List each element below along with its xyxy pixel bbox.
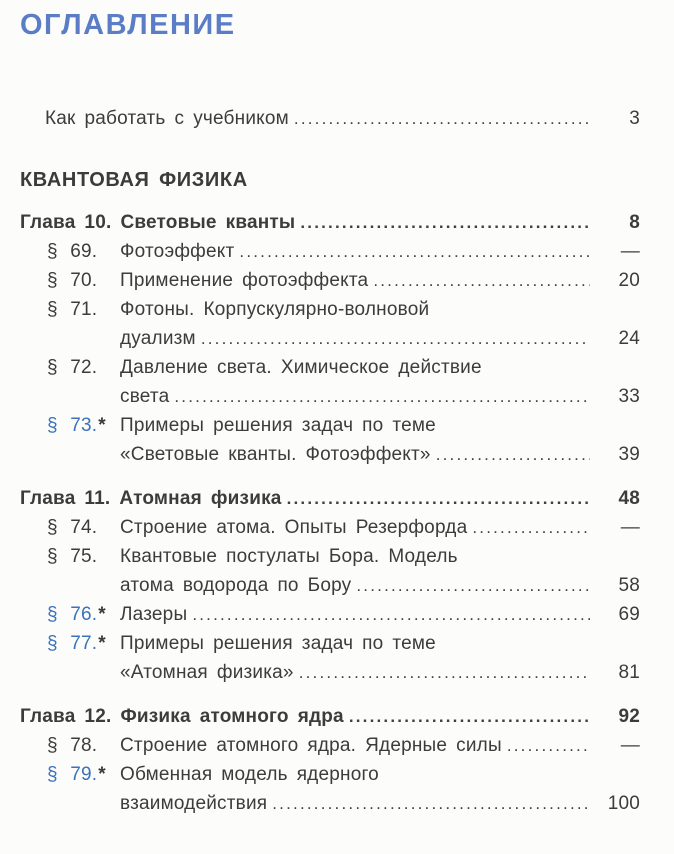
entry-title: дуализм [120, 328, 196, 349]
entry-number-text: § 78. [47, 735, 98, 756]
toc-row [20, 237, 640, 266]
entry-number [20, 353, 120, 382]
entry-title: «Световые кванты. Фотоэффект» [120, 444, 431, 465]
toc-row [20, 104, 640, 133]
page-number: — [620, 517, 640, 538]
toc-row [20, 295, 640, 324]
page-number: 69 [618, 604, 640, 625]
dot-leader [192, 600, 590, 629]
dot-leader [472, 513, 590, 542]
entry-number-text: § 70. [47, 270, 98, 291]
toc-row-continuation [20, 382, 640, 411]
page-number: 92 [618, 706, 640, 727]
page-number: 3 [629, 108, 640, 129]
entry-title: Примеры решения задач по теме [120, 415, 436, 436]
entry-title: Физика атомного ядра [120, 706, 344, 727]
entry-number-text: § 76. [47, 604, 98, 625]
entry-number-text: § 71. [47, 299, 98, 320]
entry-title: Атомная физика [119, 488, 282, 509]
entry-number-text: § 75. [47, 546, 98, 567]
entry-number-text: § 77. [47, 633, 98, 654]
page-number: 81 [618, 662, 640, 683]
entry-number-text: § 73. [47, 415, 98, 436]
dot-leader [436, 440, 590, 469]
entry-number [20, 731, 120, 760]
toc-row [20, 513, 640, 542]
entry-number [20, 629, 120, 658]
entry-title: «Атомная физика» [120, 662, 294, 683]
page-number: 24 [618, 328, 640, 349]
entry-number [20, 702, 111, 731]
toc-row [20, 266, 640, 295]
entry-title: Фотоны. Корпускулярно-волновой [120, 299, 430, 320]
toc-row-continuation [20, 658, 640, 687]
toc-row [20, 353, 640, 382]
dot-leader [294, 104, 590, 133]
entry-number-text: § 69. [47, 241, 98, 262]
toc-chapter-row [20, 702, 640, 731]
entry-title: взаимодействия [120, 793, 268, 814]
dot-leader [300, 208, 590, 237]
toc-row [20, 542, 640, 571]
page-number: 100 [607, 793, 640, 814]
dot-leader [174, 382, 590, 411]
page-number: 58 [618, 575, 640, 596]
dot-leader [356, 571, 590, 600]
entry-number-text: Глава 10. [20, 212, 112, 233]
entry-title: Как работать с учебником [45, 108, 289, 129]
entry-title: Обменная модель ядерного [120, 764, 379, 785]
entry-title: Лазеры [120, 604, 188, 625]
dot-leader [373, 266, 590, 295]
entry-title: Световые кванты [120, 212, 296, 233]
entry-number [20, 237, 120, 266]
entry-number-text: Глава 11. [20, 488, 111, 509]
entry-title: света [120, 386, 170, 407]
dot-leader [239, 237, 590, 266]
toc-list [20, 104, 640, 818]
part-heading-label: КВАНТОВАЯ ФИЗИКА [20, 169, 248, 191]
page-number: 20 [618, 270, 640, 291]
page-number: 39 [618, 444, 640, 465]
entry-title: атома водорода по Бору [120, 575, 352, 596]
entry-number [20, 542, 120, 571]
entry-title: Применение фотоэффекта [120, 270, 369, 291]
page-number: 48 [618, 488, 640, 509]
page-number: 33 [618, 386, 640, 407]
entry-number [20, 600, 120, 629]
entry-number [20, 411, 120, 440]
part-heading [20, 167, 640, 193]
entry-title: Фотоэффект [120, 241, 235, 262]
toc-chapter-row [20, 208, 640, 237]
toc-chapter-row [20, 484, 640, 513]
entry-number-text: Глава 12. [20, 706, 112, 727]
dot-leader [272, 789, 590, 818]
entry-number [20, 295, 120, 324]
entry-title: Давление света. Химическое действие [120, 357, 482, 378]
entry-title: Квантовые постулаты Бора. Модель [120, 546, 458, 567]
asterisk-mark: * [98, 764, 106, 785]
dot-leader [349, 702, 590, 731]
toc-row [20, 760, 640, 789]
toc-row-continuation [20, 440, 640, 469]
entry-number [20, 760, 120, 789]
asterisk-mark: * [98, 633, 106, 654]
asterisk-mark: * [98, 415, 106, 436]
toc-row [20, 411, 640, 440]
entry-number [20, 208, 111, 237]
entry-number [20, 513, 120, 542]
dot-leader [507, 731, 590, 760]
toc-row [20, 731, 640, 760]
asterisk-mark: * [98, 604, 106, 625]
toc-row-continuation [20, 571, 640, 600]
entry-title: Строение атомного ядра. Ядерные силы [120, 735, 502, 756]
page-number: — [620, 241, 640, 262]
entry-title: Строение атома. Опыты Резерфорда [120, 517, 468, 538]
page-number: 8 [629, 212, 640, 233]
dot-leader [201, 324, 590, 353]
entry-number-text: § 72. [47, 357, 98, 378]
dot-leader [299, 658, 590, 687]
entry-number [20, 484, 110, 513]
entry-number [20, 266, 120, 295]
entry-title: Примеры решения задач по теме [120, 633, 436, 654]
toc-row-continuation [20, 324, 640, 353]
page-title: ОГЛАВЛЕНИЕ [20, 9, 236, 41]
toc-row [20, 629, 640, 658]
entry-number-text: § 74. [47, 517, 98, 538]
toc-row-continuation [20, 789, 640, 818]
dot-leader [287, 484, 590, 513]
entry-number-text: § 79. [47, 764, 98, 785]
page-number: — [620, 735, 640, 756]
toc-row [20, 600, 640, 629]
